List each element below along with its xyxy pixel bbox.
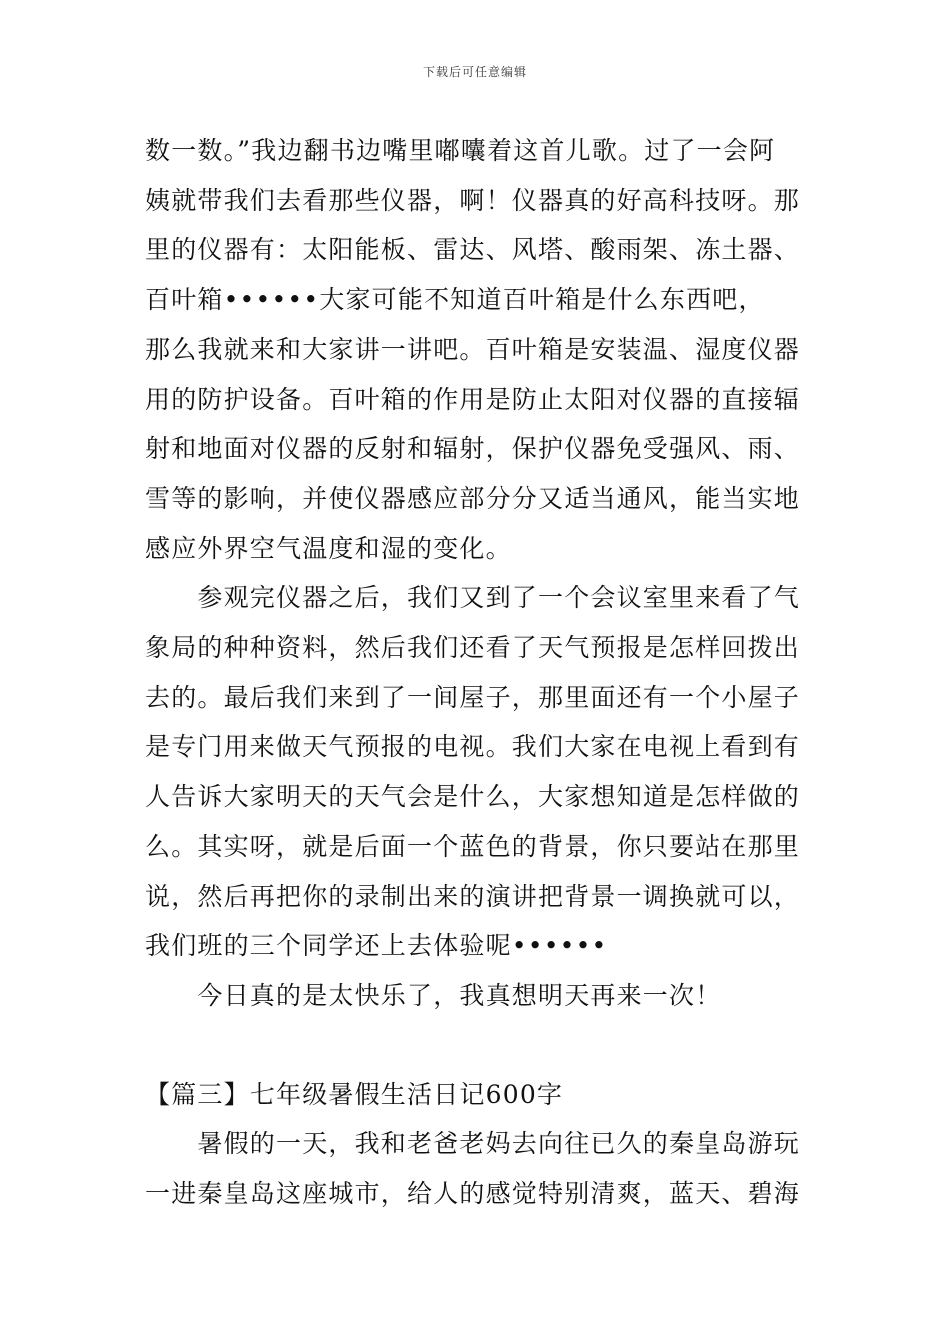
text-line: 今日真的是太快乐了，我真想明天再来一次！ bbox=[145, 980, 722, 1010]
document-body bbox=[145, 126, 815, 1219]
text-line: 百叶箱••••••大家可能不知道百叶箱是什么东西吧， bbox=[145, 285, 765, 315]
section-spacer bbox=[145, 1021, 815, 1070]
text-line: 去的。最后我们来到了一间屋子，那里面还有一个小屋子 bbox=[145, 682, 801, 712]
text-line: 用的防护设备。百叶箱的作用是防止太阳对仪器的直接辐 bbox=[145, 384, 801, 414]
text-line: 感应外界空气温度和湿的变化。 bbox=[145, 533, 512, 563]
text-line: 里的仪器有：太阳能板、雷达、风塔、酸雨架、冻土器、 bbox=[145, 235, 801, 265]
text-line: 数一数。”我边翻书边嘴里嘟囔着这首儿歌。过了一会阿 bbox=[145, 136, 776, 165]
text-line: 参观完仪器之后，我们又到了一个会议室里来看了气 bbox=[145, 583, 801, 613]
text-line: 射和地面对仪器的反射和辐射，保护仪器免受强风、雨、 bbox=[145, 434, 801, 464]
page-header-note: 下载后可任意编辑 bbox=[422, 65, 527, 79]
text-line: 暑假的一天，我和老爸老妈去向往已久的秦皇岛游玩 bbox=[145, 1129, 801, 1159]
text-line: 雪等的影响，并使仪器感应部分分又适当通风，能当实地 bbox=[145, 483, 801, 513]
text-line: 么。其实呀，就是后面一个蓝色的背景，你只要站在那里 bbox=[145, 831, 801, 861]
text-line: 说，然后再把你的录制出来的演讲把背景一调换就可以， bbox=[145, 881, 801, 911]
text-line: 象局的种种资料，然后我们还看了天气预报是怎样回拨出 bbox=[145, 633, 801, 663]
text-line: 人告诉大家明天的天气会是什么，大家想知道是怎样做的 bbox=[145, 782, 801, 812]
text-line: 那么我就来和大家讲一讲吧。百叶箱是安装温、湿度仪器 bbox=[145, 334, 801, 364]
section-heading: 【篇三】七年级暑假生活日记600字 bbox=[145, 1079, 564, 1109]
text-line: 一进秦皇岛这座城市，给人的感觉特别清爽，蓝天、碧海 bbox=[145, 1179, 801, 1209]
text-line: 是专门用来做天气预报的电视。我们大家在电视上看到有 bbox=[145, 732, 801, 762]
text-line: 我们班的三个同学还上去体验呢•••••• bbox=[145, 931, 608, 961]
text-line: 姨就带我们去看那些仪器，啊！仪器真的好高科技呀。那 bbox=[145, 185, 801, 215]
